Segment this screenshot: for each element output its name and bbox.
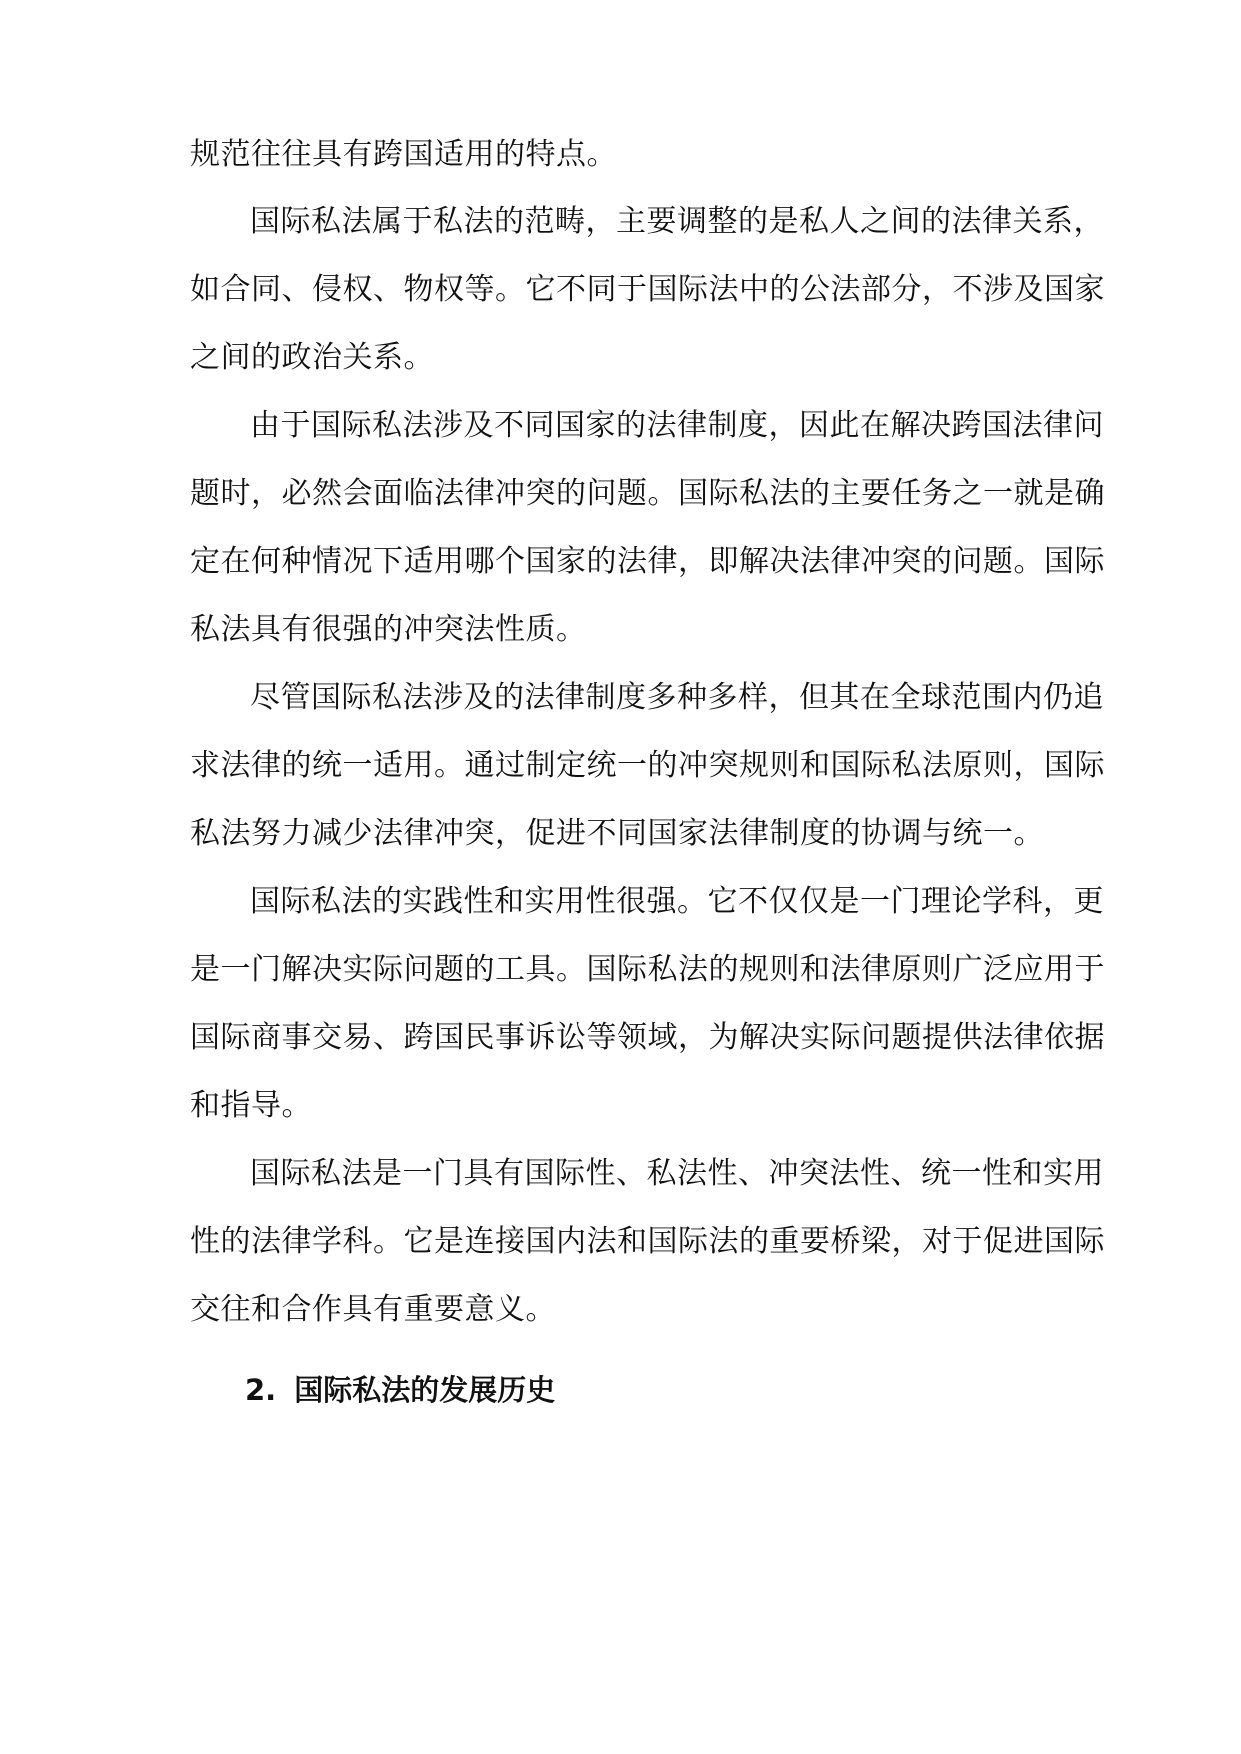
paragraph-line: 私法努力减少法律冲突，促进不同国家法律制度的协调与统一。: [190, 816, 1044, 851]
paragraph-line: 尽管国际私法涉及的法律制度多种多样，但其在全球范围内仍追: [250, 680, 1104, 715]
paragraph-line: 题时，必然会面临法律冲突的问题。国际私法的主要任务之一就是确: [190, 476, 1105, 511]
section-title: 国际私法的发展历史: [294, 1373, 556, 1407]
paragraph-line: 国际私法是一门具有国际性、私法性、冲突法性、统一性和实用: [250, 1156, 1104, 1191]
paragraph-line: 交往和合作具有重要意义。: [190, 1292, 556, 1327]
paragraph-line: 之间的政治关系。: [190, 340, 434, 375]
paragraph-line: 定在何种情况下适用哪个国家的法律，即解决法律冲突的问题。国际: [190, 544, 1105, 579]
paragraph-line: 求法律的统一适用。通过制定统一的冲突规则和国际私法原则，国际: [190, 748, 1105, 783]
paragraph-line: 性的法律学科。它是连接国内法和国际法的重要桥梁，对于促进国际: [190, 1224, 1105, 1259]
paragraph-line: 是一门解决实际问题的工具。国际私法的规则和法律原则广泛应用于: [190, 952, 1105, 987]
section-number: 2.: [245, 1373, 277, 1407]
paragraph-line: 和指导。: [190, 1088, 312, 1123]
section-heading: [245, 1370, 555, 1410]
paragraph-line: 国际商事交易、跨国民事诉讼等领域，为解决实际问题提供法律依据: [190, 1020, 1105, 1055]
paragraph-line: 国际私法的实践性和实用性很强。它不仅仅是一门理论学科，更: [250, 884, 1104, 919]
paragraph-line: 私法具有很强的冲突法性质。: [190, 612, 587, 647]
paragraph-line: 由于国际私法涉及不同国家的法律制度，因此在解决跨国法律问: [250, 408, 1104, 443]
paragraph-line: 如合同、侵权、物权等。它不同于国际法中的公法部分，不涉及国家: [190, 272, 1105, 307]
paragraph-line: 规范往往具有跨国适用的特点。: [190, 137, 617, 172]
paragraph-line: 国际私法属于私法的范畴，主要调整的是私人之间的法律关系，: [250, 204, 1104, 239]
